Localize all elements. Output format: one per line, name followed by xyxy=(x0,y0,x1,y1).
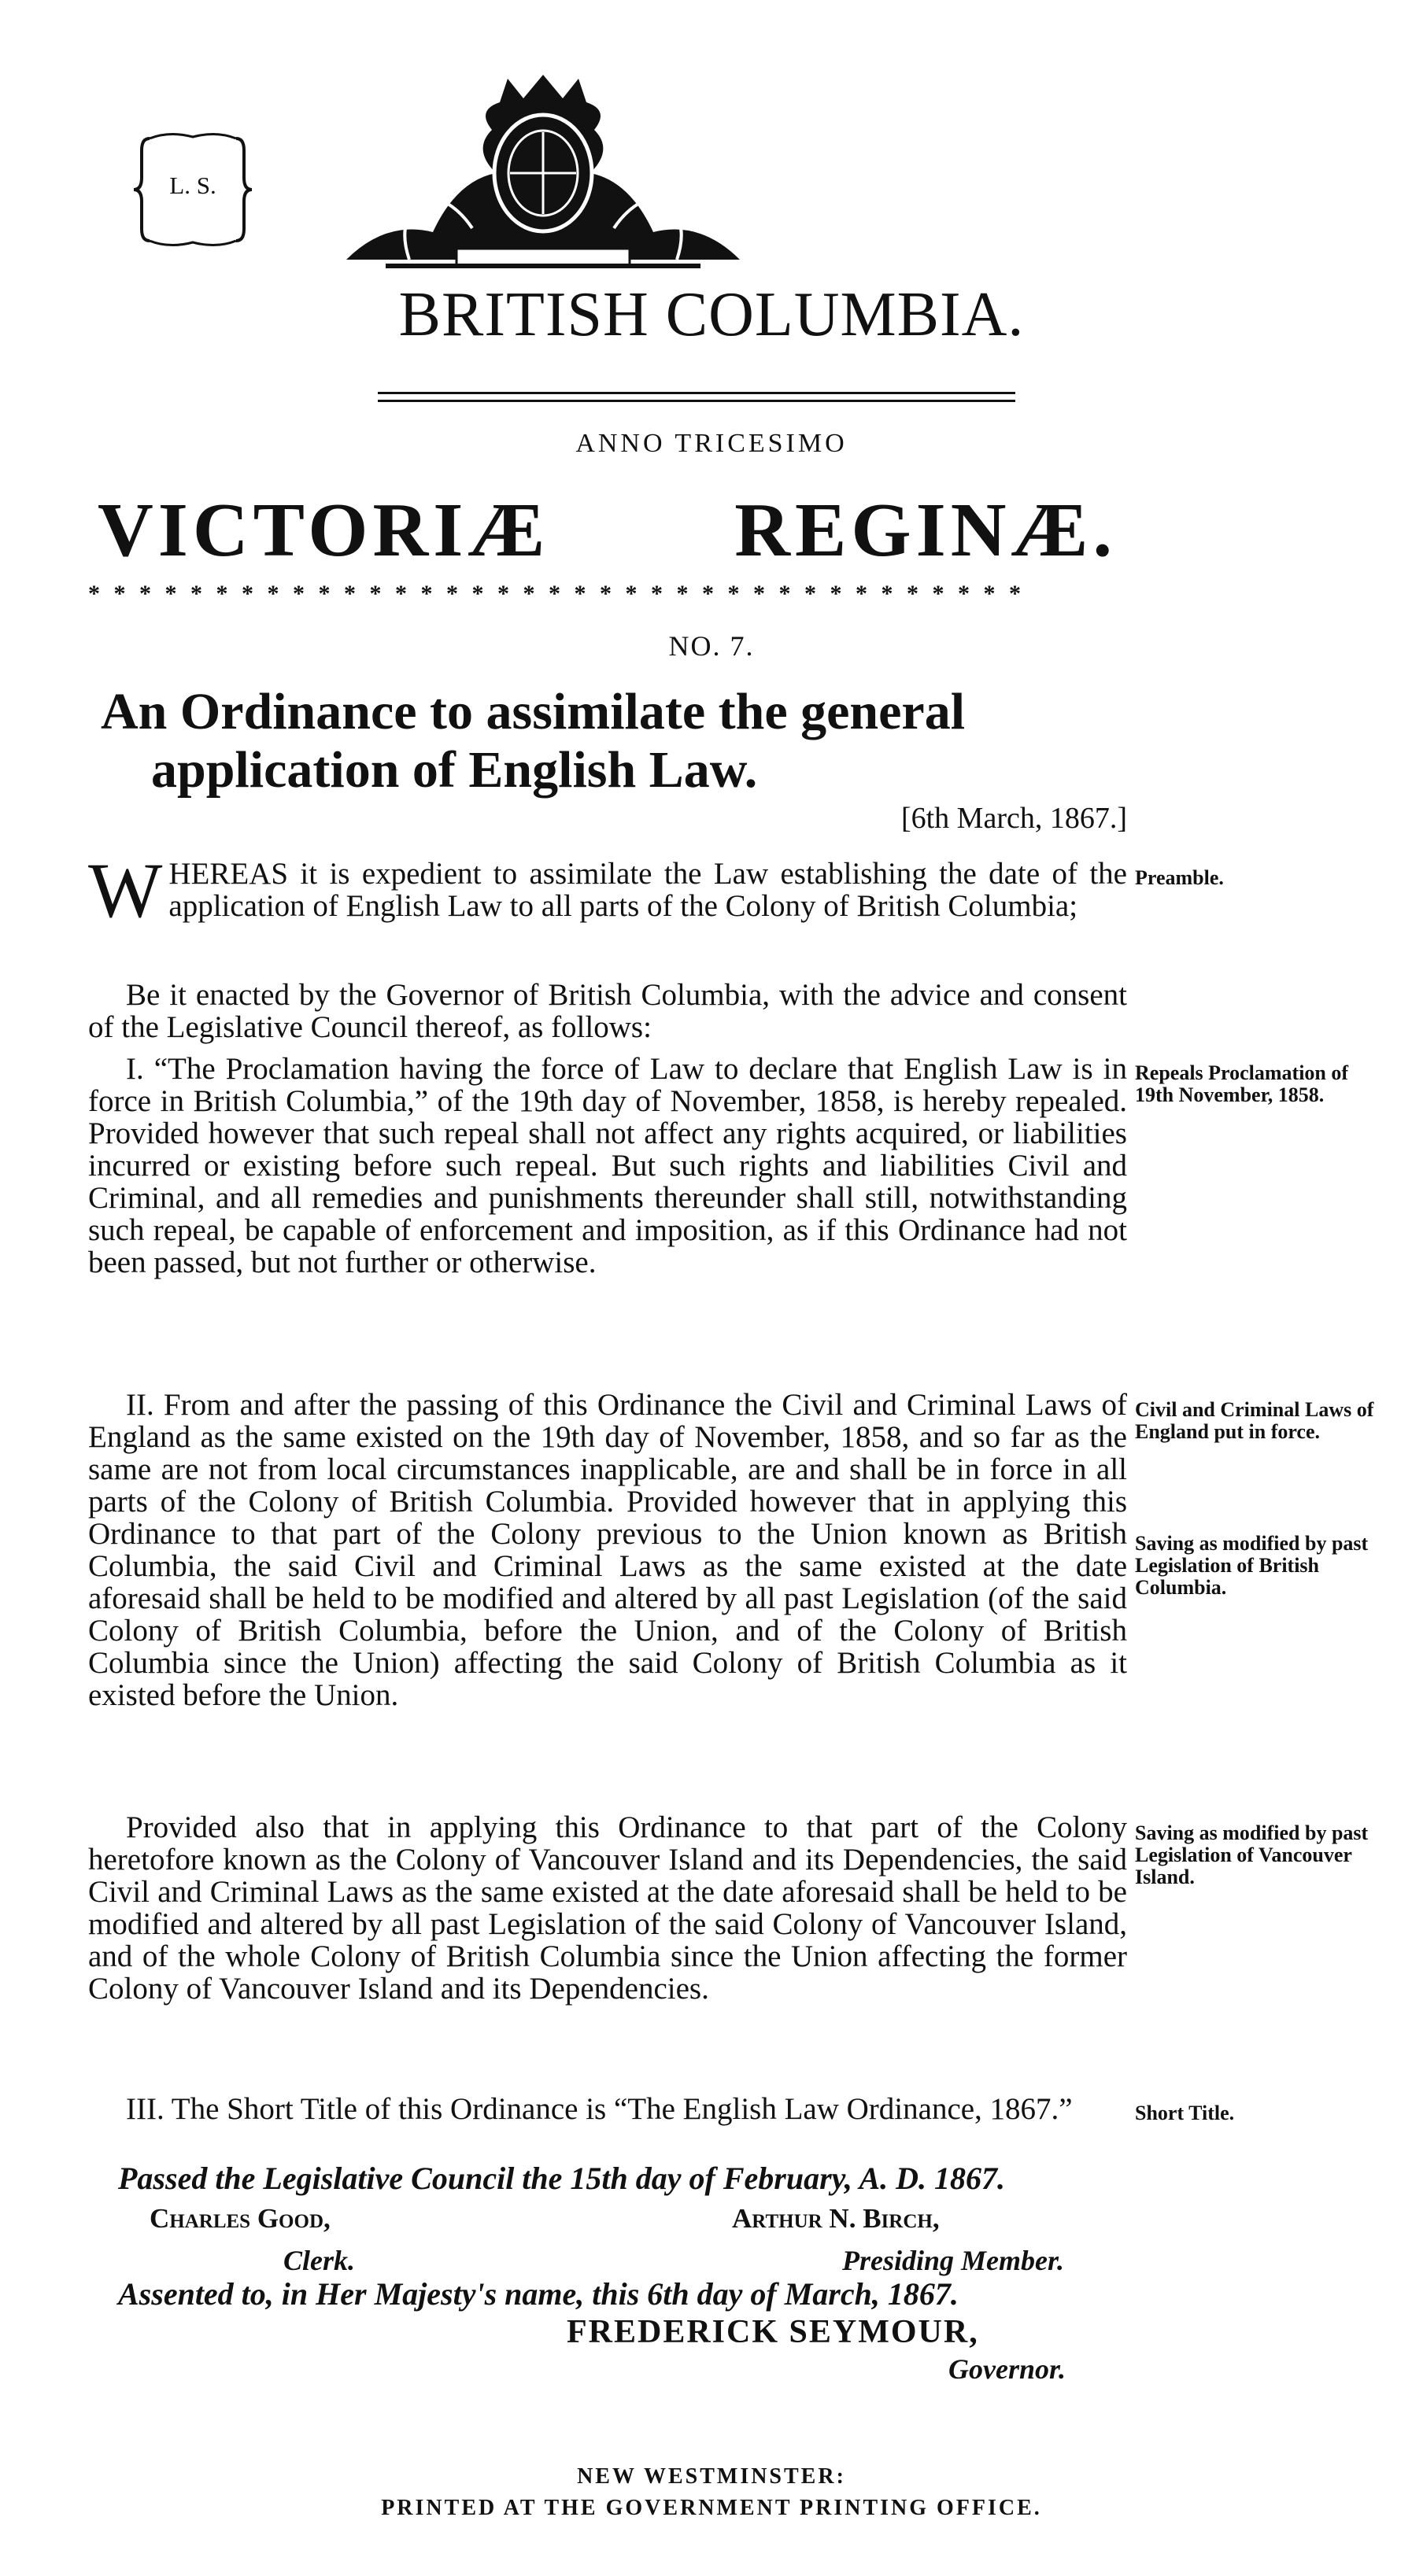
section-2: II. From and after the passing of this Ordinance the Civil and Criminal Laws of England as the same existed on the 19th day of November, 1858, and so far as the same are not from local circumstances inapplicable, are and shall be in force in all parts of the Colony of British Columbia. Provided however that in applying this Ordinance to that part of the Colony previous to the Union known as British Columbia, the said Civil and Criminal Laws as the same existed at the date aforesaid shall be held to be modified and altered by all past Legislation (of the said Colony of British Columbia, before the Union, and of the Colony of British Columbia since the Union) affecting the said Colony of British Columbia as it existed before the Union. xyxy=(88,1388,1127,1712)
colony-name: BRITISH COLUMBIA. xyxy=(398,280,1025,349)
section-1: I. “The Proclamation having the force of Law to declare that English Law is in force in British Columbia,” of the 19th day of November, 1858, is hereby repealed. Provided however that such repeal shall not affect any rights acquired, or liabilities incurred or existing before such repeal. But such rights and liabilities Civil and Criminal, and all remedies and punishments thereunder shall still, notwithstanding such repeal, be capable of enforcement and imposition, as if this Ordinance had not been passed, but not further or otherwise. xyxy=(88,1052,1127,1279)
title-line-1: An Ordinance to assimilate the general xyxy=(101,683,966,740)
clerk-title: Clerk. xyxy=(283,2245,356,2276)
royal-arms-icon xyxy=(338,63,748,283)
governor-title: Governor. xyxy=(948,2353,1066,2385)
margin-note-civil-criminal: Civil and Criminal Laws of England put in force. xyxy=(1135,1398,1374,1443)
preamble-paragraph xyxy=(88,847,1127,934)
margin-note-repeals: Repeals Proclamation of 19th November, 1858. xyxy=(1135,1061,1349,1106)
ordinance-number: NO. 7. xyxy=(668,630,755,662)
passed-statement: Passed the Legislative Council the 15th day of February, A. D. 1867. xyxy=(118,2161,1006,2196)
star-divider: * * * * * * * * * * * * * * * * * * * * * * * * * * * * * * * * * * * * * xyxy=(88,581,1025,607)
title-line-2: application of English Law. xyxy=(151,741,758,799)
double-rule-top xyxy=(378,392,1015,394)
margin-note-preamble: Preamble. xyxy=(1135,866,1224,889)
enacting-clause: Be it enacted by the Governor of British Columbia, with the advice and consent of the Legislative Council thereof, as follows: xyxy=(88,978,1127,1044)
governor-name: FREDERICK SEYMOUR, xyxy=(567,2314,979,2350)
margin-note-saving-bc: Saving as modified by past Legislation of British Columbia. xyxy=(1135,1532,1369,1599)
presiding-title: Presiding Member. xyxy=(842,2245,1065,2276)
regnal-left: VICTORIÆ xyxy=(98,488,550,573)
drop-cap: W xyxy=(88,847,163,934)
regnal-year xyxy=(98,486,1117,574)
ordinance-date: [6th March, 1867.] xyxy=(900,802,1127,835)
ordinance-title xyxy=(101,683,1140,799)
presiding-name: Arthur N. Birch, xyxy=(732,2203,940,2234)
regnal-right: REGINÆ. xyxy=(734,488,1117,573)
margin-note-short-title: Short Title. xyxy=(1135,2102,1235,2124)
imprint-place: NEW WESTMINSTER: xyxy=(577,2464,846,2489)
assent-statement: Assented to, in Her Majesty's name, this 6th day of March, 1867. xyxy=(118,2276,959,2312)
margin-note-saving-vi: Saving as modified by past Legislation of Vancouver Island. xyxy=(1135,1821,1369,1888)
clerk-name: Charles Good, xyxy=(150,2203,331,2234)
preamble-text: HEREAS it is expedient to assimilate the Law establishing the date of the application of English Law to all parts of the Colony of British Columbia; xyxy=(168,857,1127,923)
section-3: III. The Short Title of this Ordinance is “The English Law Ordinance, 1867.” xyxy=(126,2092,1073,2126)
seal-text: L. S. xyxy=(169,172,216,199)
proviso-paragraph: Provided also that in applying this Ordinance to that part of the Colony heretofore known as the Colony of Vancouver Island and its Dependencies, the said Civil and Criminal Laws as the same existed at the date aforesaid shall be held to be modified and altered by all past Legislation of the said Colony of Vancouver Island, and of the whole Colony of British Columbia since the Union affecting the former Colony of Vancouver Island and its Dependencies. xyxy=(88,1810,1127,2006)
seal xyxy=(134,131,252,249)
anno-line: ANNO TRICESIMO xyxy=(575,429,848,458)
double-rule-bottom xyxy=(378,400,1015,402)
imprint-printer: PRINTED AT THE GOVERNMENT PRINTING OFFICE. xyxy=(381,2496,1042,2520)
